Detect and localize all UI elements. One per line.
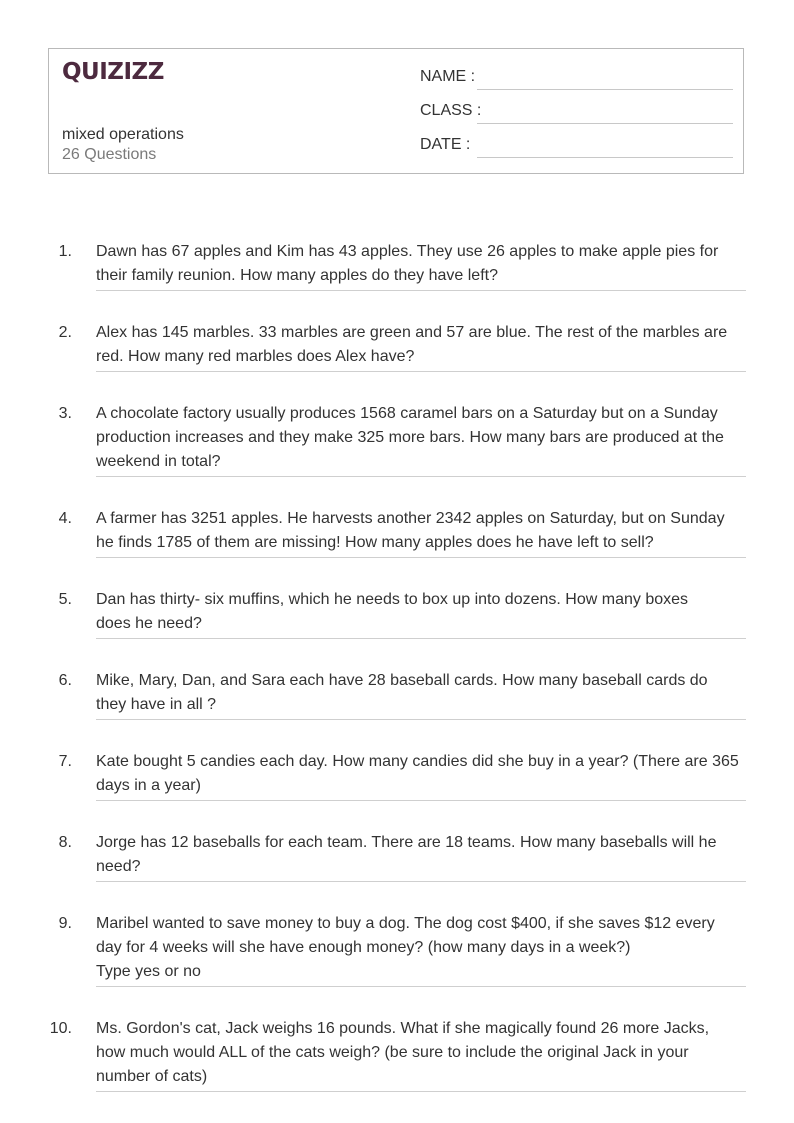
question-text-line: production increases and they make 325 more bars. How many bars are produced at the: [96, 429, 724, 446]
date-label: DATE :: [420, 136, 471, 153]
question-text-line: how much would ALL of the cats weigh? (be sure to include the original Jack in your: [96, 1044, 689, 1061]
answer-line[interactable]: [96, 800, 746, 801]
question-text-line: does he need?: [96, 615, 202, 632]
question-number: 8.: [58, 834, 72, 851]
question-text-line: day for 4 weeks will she have enough money? (how many days in a week?): [96, 939, 631, 956]
question-text-line: Ms. Gordon's cat, Jack weighs 16 pounds. What if she magically found 26 more Jacks,: [96, 1020, 710, 1037]
quizizz-logo: QUIZIZZ: [62, 59, 164, 85]
question-text-line: Type yes or no: [96, 963, 201, 980]
answer-line[interactable]: [96, 881, 746, 882]
question-text: [96, 402, 746, 474]
question-text: [96, 750, 746, 798]
question-text-line: Alex has 145 marbles. 33 marbles are green and 57 are blue. The rest of the marbles are: [96, 324, 728, 341]
answer-line[interactable]: [96, 1091, 746, 1092]
question-text: [96, 669, 746, 717]
question-text-line: Jorge has 12 baseballs for each team. There are 18 teams. How many baseballs will he: [96, 834, 717, 851]
question-number: 3.: [58, 405, 72, 422]
question-number: 6.: [58, 672, 72, 689]
question-number: 5.: [58, 591, 72, 608]
question-text: [96, 831, 746, 879]
date-field[interactable]: [477, 157, 733, 158]
question-number: 4.: [58, 510, 72, 527]
question-number: 10.: [49, 1020, 72, 1037]
question-number: 2.: [58, 324, 72, 341]
question-text-line: number of cats): [96, 1068, 208, 1085]
class-label: CLASS :: [420, 102, 482, 119]
question-text-line: he finds 1785 of them are missing! How many apples does he have left to sell?: [96, 534, 654, 551]
class-field[interactable]: [477, 123, 733, 124]
answer-line[interactable]: [96, 371, 746, 372]
question-text-line: red. How many red marbles does Alex have?: [96, 348, 415, 365]
name-field[interactable]: [477, 89, 733, 90]
question-text-line: days in a year): [96, 777, 201, 794]
question-text-line: Dawn has 67 apples and Kim has 43 apples. They use 26 apples to make apple pies for: [96, 243, 719, 260]
answer-line[interactable]: [96, 986, 746, 987]
answer-line[interactable]: [96, 557, 746, 558]
question-number: 1.: [58, 243, 72, 260]
question-text-line: Kate bought 5 candies each day. How many candies did she buy in a year? (There are 365: [96, 753, 739, 770]
question-text: [96, 507, 746, 555]
question-text: [96, 240, 746, 288]
worksheet-header: [48, 48, 744, 174]
answer-line[interactable]: [96, 476, 746, 477]
question-text-line: A chocolate factory usually produces 1568 caramel bars on a Saturday but on a Sunday: [96, 405, 718, 422]
question-text: [96, 912, 746, 984]
question-text-line: Mike, Mary, Dan, and Sara each have 28 baseball cards. How many baseball cards do: [96, 672, 708, 689]
question-text-line: Dan has thirty- six muffins, which he needs to box up into dozens. How many boxes: [96, 591, 689, 608]
question-text-line: they have in all ?: [96, 696, 217, 713]
question-number: 9.: [58, 915, 72, 932]
question-text-line: weekend in total?: [96, 453, 221, 470]
question-text-line: their family reunion. How many apples do they have left?: [96, 267, 498, 284]
question-text: [96, 1017, 746, 1089]
name-label: NAME :: [420, 68, 476, 85]
question-text-line: Maribel wanted to save money to buy a dog. The dog cost $400, if she saves $12 every: [96, 915, 715, 932]
question-number: 7.: [58, 753, 72, 770]
answer-line[interactable]: [96, 290, 746, 291]
answer-line[interactable]: [96, 638, 746, 639]
question-text-line: A farmer has 3251 apples. He harvests another 2342 apples on Saturday, but on Sunday: [96, 510, 725, 527]
question-text-line: need?: [96, 858, 141, 875]
question-text: [96, 321, 746, 369]
question-text: [96, 588, 746, 636]
answer-line[interactable]: [96, 719, 746, 720]
worksheet-title: mixed operations: [62, 126, 184, 143]
question-count: 26 Questions: [62, 146, 157, 163]
